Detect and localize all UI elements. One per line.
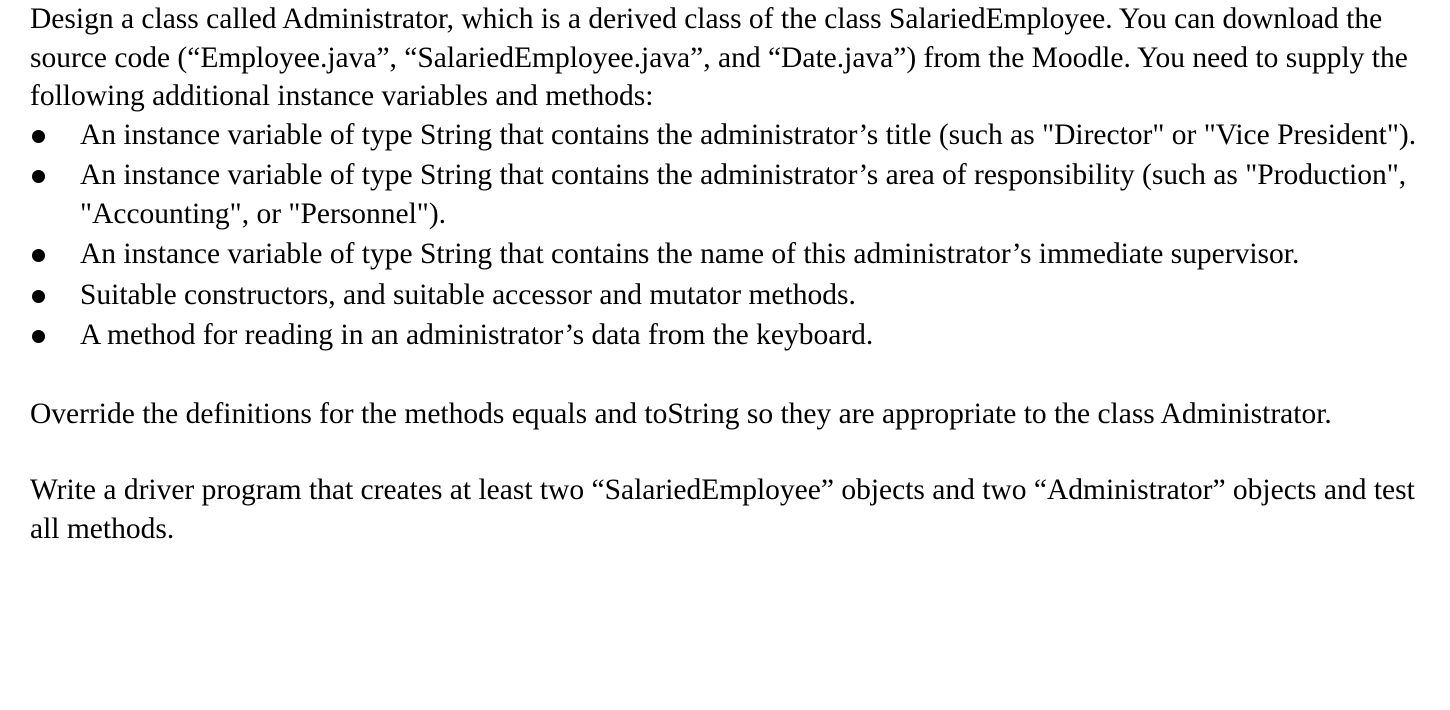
bullet-icon: [32, 249, 45, 262]
list-item: [30, 316, 1430, 355]
list-item-text: An instance variable of type String that contains the administrator’s area of responsibility (such as "Production", "Accounting", or "Personnel").: [80, 159, 1407, 230]
driver-paragraph: Write a driver program that creates at least two “SalariedEmployee” objects and two “Administrator” objects and test all methods.: [30, 474, 1415, 545]
list-item: [30, 276, 1430, 315]
assignment-document: [30, 0, 1430, 548]
list-item: [30, 235, 1430, 274]
requirements-list: [30, 116, 1430, 355]
intro-paragraph: Design a class called Administrator, which is a derived class of the class SalariedEmployee. You can download the source code (“Employee.java”, “SalariedEmployee.java”, and “Date.java”) from the Moodle. You need to supply the following additional instance variables and methods:: [30, 3, 1408, 112]
list-item-text: An instance variable of type String that contains the name of this administrator’s immediate supervisor.: [80, 238, 1300, 270]
list-item: [30, 156, 1430, 233]
paragraph-spacer: [30, 357, 1430, 395]
list-item-text: Suitable constructors, and suitable accessor and mutator methods.: [80, 278, 856, 311]
bullet-icon: [32, 290, 45, 303]
paragraph-spacer: [30, 433, 1430, 471]
bullet-icon: [32, 130, 45, 143]
bullet-icon: [32, 170, 45, 183]
bullet-icon: [32, 330, 45, 343]
override-paragraph: Override the definitions for the methods equals and toString so they are appropriate to the class Administrator.: [30, 397, 1332, 430]
list-item-text: An instance variable of type String that contains the administrator’s title (such as "Director" or "Vice President").: [80, 118, 1417, 151]
list-item-text: A method for reading in an administrator’s data from the keyboard.: [80, 319, 874, 351]
list-item: [30, 116, 1430, 155]
